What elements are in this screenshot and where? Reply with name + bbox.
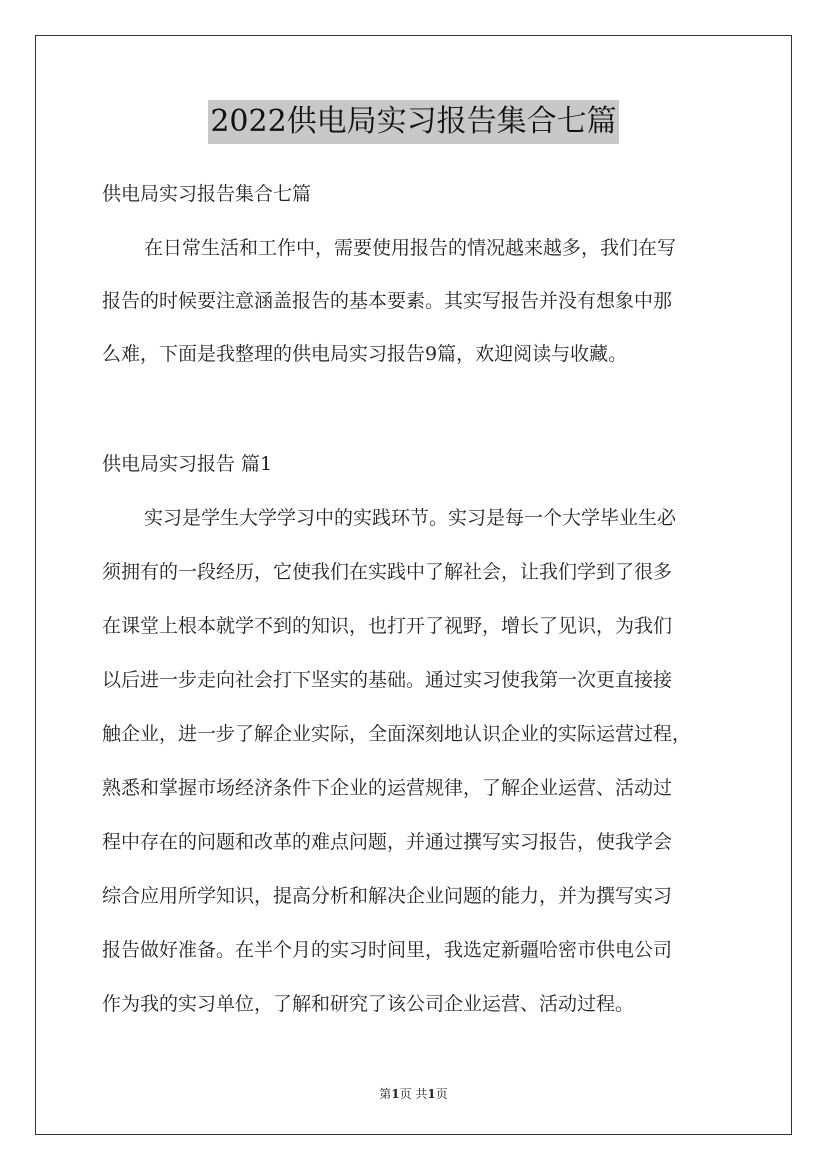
- document-subtitle: 供电局实习报告集合七篇: [102, 183, 312, 205]
- section-line: 作为我的实习单位，了解和研究了该公司企业运营、活动过程。: [102, 993, 635, 1015]
- page-footer: [0, 1085, 827, 1102]
- page-mid: 页 共: [399, 1087, 428, 1101]
- section-line: 触企业，进一步了解企业实际，全面深刻地认识企业的实际运营过程，: [102, 723, 692, 745]
- page-current: 1: [391, 1087, 400, 1101]
- page-total: 1: [427, 1087, 436, 1101]
- intro-line: 在日常生活和工作中，需要使用报告的情况越来越多，我们在写: [144, 237, 677, 259]
- section-line: 程中存在的问题和改革的难点问题，并通过撰写实习报告，使我学会: [102, 831, 673, 853]
- section-line: 在课堂上根本就学不到的知识，也打开了视野，增长了见识，为我们: [102, 615, 673, 637]
- section-line: 熟悉和掌握市场经济条件下企业的运营规律，了解企业运营、活动过: [102, 777, 673, 799]
- page-suffix: 页: [435, 1087, 448, 1101]
- section-line: 以后进一步走向社会打下坚实的基础。通过实习使我第一次更直接接: [102, 669, 673, 691]
- section-line: 综合应用所学知识，提高分析和解决企业问题的能力，并为撰写实习: [102, 885, 673, 907]
- section-line: 报告做好准备。在半个月的实习时间里，我选定新疆哈密市供电公司: [102, 939, 673, 961]
- section-line: 实习是学生大学学习中的实践环节。实习是每一个大学毕业生必: [144, 507, 677, 529]
- section-line: 须拥有的一段经历，它使我们在实践中了解社会，让我们学到了很多: [102, 561, 673, 583]
- document-title: 2022供电局实习报告集合七篇: [208, 100, 618, 144]
- section-heading: 供电局实习报告 篇1: [102, 453, 273, 475]
- intro-line: 么难，下面是我整理的供电局实习报告9篇，欢迎阅读与收藏。: [102, 343, 628, 365]
- intro-line: 报告的时候要注意涵盖报告的基本要素。其实写报告并没有想象中那: [102, 290, 673, 312]
- title-container: [0, 100, 827, 144]
- page-prefix: 第: [379, 1087, 392, 1101]
